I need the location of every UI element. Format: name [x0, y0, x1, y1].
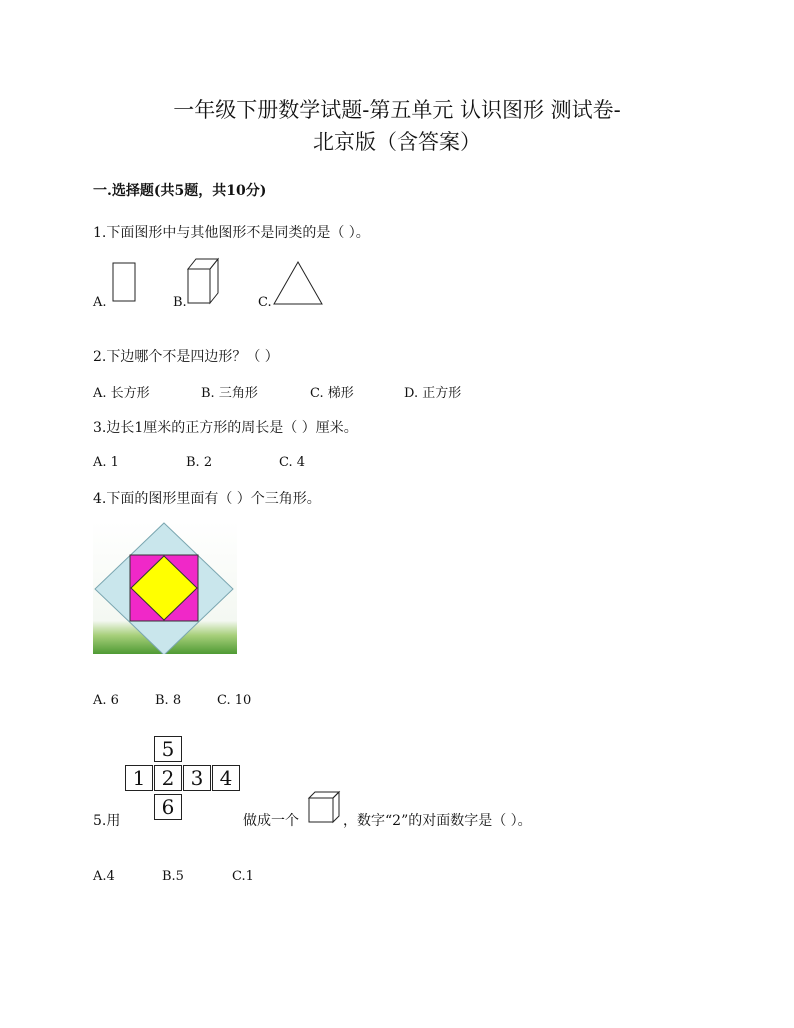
q2-option-b: B. 三角形: [201, 386, 258, 401]
net-cell-2: 2: [154, 765, 182, 791]
net-cell-4: 4: [212, 765, 240, 791]
net-cell-3: 3: [183, 765, 211, 791]
q3-option-a: A. 1: [93, 455, 119, 470]
cube-net-figure: [125, 736, 240, 822]
page-title-line1: 一年级下册数学试题-第五单元 认识图形 测试卷-: [173, 98, 621, 122]
page-title-line2: 北京版（含答案）: [313, 130, 481, 154]
net-cell-1: 1: [125, 765, 153, 791]
q5-option-b: B.5: [162, 869, 184, 884]
q3-option-b: B. 2: [186, 455, 213, 470]
q2-option-c: C. 梯形: [310, 386, 354, 401]
net-cell-top: 5: [154, 736, 182, 762]
q2-option-a: A. 长方形: [93, 386, 150, 401]
q5-option-a: A.4: [93, 869, 115, 884]
triangle-shape: [272, 260, 324, 306]
q1-option-a-label: A.: [93, 295, 107, 310]
question-1-text: 1.下面图形中与其他图形不是同类的是（ ）。: [93, 225, 370, 241]
nested-squares-figure: [93, 521, 237, 654]
q1-option-b-label: B.: [173, 295, 187, 310]
q1-option-c-label: C.: [258, 295, 272, 310]
section-heading: 一.选择题(共5题，共10分): [93, 183, 267, 199]
q2-option-d: D. 正方形: [404, 386, 462, 401]
q4-option-c: C. 10: [217, 693, 252, 708]
question-3-text: 3.边长1厘米的正方形的周长是（ ）厘米。: [93, 420, 358, 436]
question-2-text: 2.下边哪个不是四边形？（ ）: [93, 349, 279, 365]
question-5-suffix: ，数字“2”的对面数字是（ ）。: [343, 813, 532, 829]
q4-option-a: A. 6: [93, 693, 119, 708]
rectangle-shape: [112, 262, 136, 302]
q3-option-c: C. 4: [279, 455, 306, 470]
q5-option-c: C.1: [232, 869, 254, 884]
net-cell-bottom: 6: [154, 794, 182, 820]
question-5-prefix: 5.用: [93, 813, 121, 829]
question-5-middle: 做成一个: [243, 813, 299, 829]
question-4-text: 4.下面的图形里面有（ ）个三角形。: [93, 491, 321, 507]
cube-icon: [307, 790, 341, 824]
cuboid-shape: [186, 257, 220, 305]
q4-option-b: B. 8: [155, 693, 182, 708]
